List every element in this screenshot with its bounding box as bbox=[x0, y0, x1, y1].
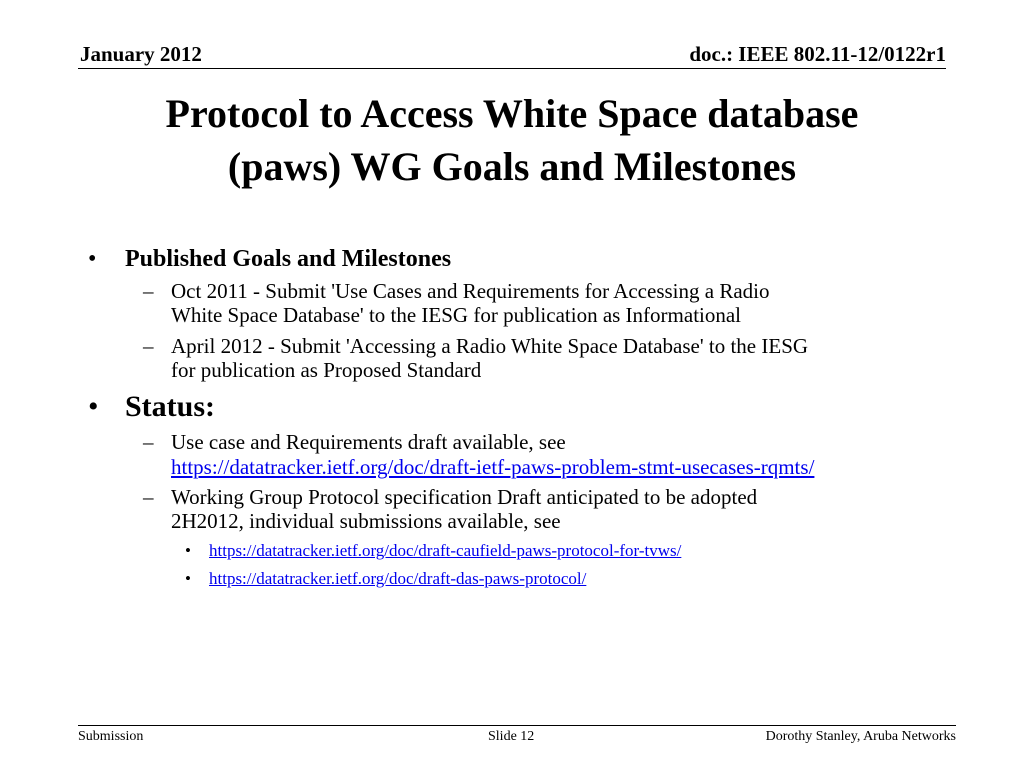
slide-title-line-2: (paws) WG Goals and Milestones bbox=[227, 144, 797, 189]
header-doc-id: doc.: IEEE 802.11-12/0122r1 bbox=[689, 42, 946, 66]
milestone-apr-2012-line-2: for publication as Proposed Standard bbox=[171, 358, 482, 382]
dash-marker: – bbox=[143, 279, 154, 303]
header-date: January 2012 bbox=[80, 42, 202, 66]
sub-bullet-marker: • bbox=[185, 541, 191, 560]
section-heading-published: Published Goals and Milestones bbox=[125, 246, 452, 272]
slide-title-line-1: Protocol to Access White Space database bbox=[165, 91, 859, 136]
das-draft-link[interactable]: https://datatracker.ietf.org/doc/draft-das-paws-protocol/ bbox=[209, 569, 587, 588]
footer-submission: Submission bbox=[78, 729, 144, 744]
sub-bullet-marker: • bbox=[185, 569, 191, 588]
dash-marker: – bbox=[143, 334, 154, 358]
dash-marker: – bbox=[143, 430, 154, 454]
footer-slide-number: Slide 12 bbox=[488, 729, 535, 744]
milestone-apr-2012-line-1: April 2012 - Submit 'Accessing a Radio White Space Database' to the IESG bbox=[171, 334, 809, 358]
caufield-draft-link[interactable]: https://datatracker.ietf.org/doc/draft-caufield-paws-protocol-for-tvws/ bbox=[209, 541, 682, 560]
bullet-marker: • bbox=[88, 246, 97, 272]
milestone-oct-2011-line-1: Oct 2011 - Submit 'Use Cases and Requirements for Accessing a Radio bbox=[171, 279, 770, 303]
footer-divider bbox=[78, 725, 956, 726]
status-usecase-text: Use case and Requirements draft available, see bbox=[171, 430, 566, 454]
section-heading-status: Status: bbox=[125, 390, 216, 423]
status-protocol-line-2: 2H2012, individual submissions available, see bbox=[171, 509, 561, 533]
bullet-marker: • bbox=[88, 390, 99, 423]
footer-author: Dorothy Stanley, Aruba Networks bbox=[765, 729, 956, 744]
dash-marker: – bbox=[143, 485, 154, 509]
usecase-draft-link[interactable]: https://datatracker.ietf.org/doc/draft-ietf-paws-problem-stmt-usecases-rqmts/ bbox=[171, 455, 815, 479]
milestone-oct-2011-line-2: White Space Database' to the IESG for publication as Informational bbox=[171, 303, 742, 327]
status-protocol-line-1: Working Group Protocol specification Draft anticipated to be adopted bbox=[171, 485, 758, 509]
